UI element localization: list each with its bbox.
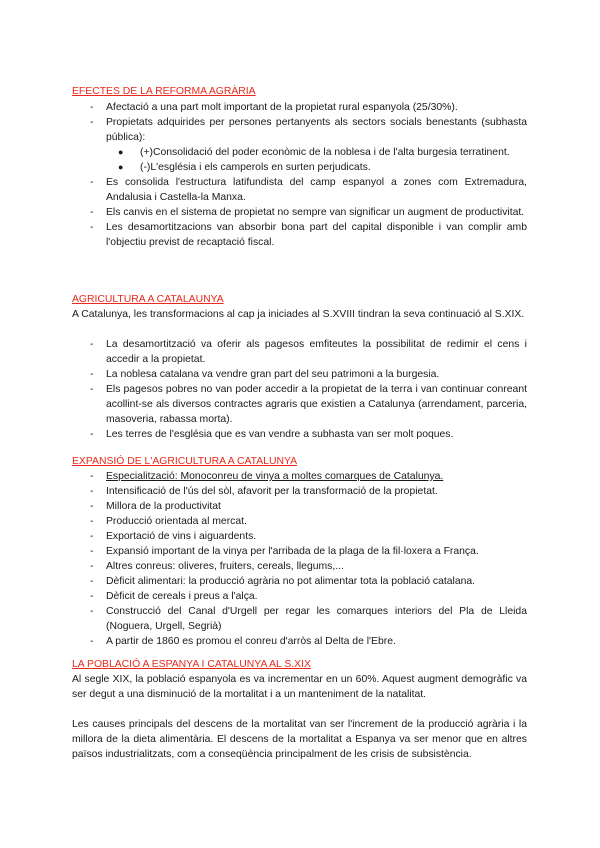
list-item: [72, 367, 527, 382]
dash-marker: -: [90, 429, 94, 440]
dash-marker: -: [90, 561, 94, 572]
list-item-text: Les desamortitzacions van absorbir bona part del capital disponible i van complir amb l'objectiu previst de recaptació fiscal.: [106, 222, 527, 248]
dash-marker: -: [90, 102, 94, 113]
list-item-text: Especialització: Monoconreu de vinya a moltes comarques de Catalunya.: [106, 471, 444, 482]
list-expansio-agricultura: [72, 469, 527, 649]
list-item: [72, 559, 527, 574]
dash-marker: -: [90, 591, 94, 602]
dash-marker: -: [90, 606, 94, 617]
intro-paragraph: A Catalunya, les transformacions al cap ja iniciades al S.XVIII tindran la seva continuació al S.XIX.: [72, 309, 525, 320]
bullet-icon: ●: [118, 147, 124, 157]
sub-list-item-text: (+)Consolidació del poder econòmic de la noblesa i de l'alta burgesia terratinent.: [140, 147, 510, 158]
dash-marker: -: [90, 339, 94, 350]
list-item: [72, 427, 527, 442]
dash-marker: -: [90, 516, 94, 527]
list-item: [72, 175, 527, 205]
dash-marker: -: [90, 576, 94, 587]
list-item: [72, 115, 527, 175]
list-item-text: Dèficit de cereals i preus a l'alça.: [106, 591, 258, 602]
list-item: [72, 382, 527, 427]
list-item: [72, 514, 527, 529]
list-item: [72, 529, 527, 544]
heading-reforma-agraria: EFECTES DE LA REFORMA AGRÀRIA: [72, 86, 256, 97]
list-item-text: Els canvis en el sistema de propietat no sempre van significar un augment de productivitat.: [106, 207, 525, 218]
bullet-icon: ●: [118, 162, 124, 172]
dash-marker: -: [90, 531, 94, 542]
list-item: [72, 604, 527, 634]
dash-marker: -: [90, 117, 94, 128]
list-item: [72, 589, 527, 604]
list-item-text: Afectació a una part molt important de la propietat rural espanyola (25/30%).: [106, 102, 458, 113]
list-agricultura-catalunya: [72, 337, 527, 442]
dash-marker: -: [90, 636, 94, 647]
list-item-text: A partir de 1860 es promou el conreu d'arròs al Delta de l'Ebre.: [106, 636, 396, 647]
list-item-text: Propietats adquirides per persones pertanyents als sectors socials benestants (subhasta pública):: [106, 117, 527, 143]
dash-marker: -: [90, 207, 94, 218]
sublist-effects: [106, 145, 527, 175]
heading-agricultura-catalunya: AGRICULTURA A CATALAUNYA: [72, 294, 224, 305]
dash-marker: -: [90, 546, 94, 557]
dash-marker: -: [90, 222, 94, 233]
list-item: [72, 205, 527, 220]
heading-expansio-agricultura: EXPANSIÓ DE L'AGRICULTURA A CATALUNYA: [72, 456, 298, 467]
list-item-text: Producció orientada al mercat.: [106, 516, 247, 527]
sub-list-item: [106, 160, 527, 175]
sub-list-item: [106, 145, 527, 160]
population-paragraph-1: Al segle XIX, la població espanyola es va incrementar en un 60%. Aquest augment demogràfic va ser degut a una disminució de la mortalitat i a un manteniment de la natalitat.: [72, 674, 527, 700]
population-paragraph-2: Les causes principals del descens de la mortalitat van ser l'increment de la producció agrària i la millora de la dieta alimentària. El descens de la mortalitat a Espanya va ser menor que en altres països industrialitzats, com a conseqüència principalment de les crisis de subsistència.: [72, 719, 527, 760]
dash-marker: -: [90, 471, 94, 482]
list-item: [72, 574, 527, 589]
list-item: [72, 337, 527, 367]
list-item: [72, 484, 527, 499]
sub-list-item-text: (-)L'església i els camperols en surten perjudicats.: [140, 162, 371, 173]
list-item-text: Les terres de l'església que es van vendre a subhasta van ser molt poques.: [106, 429, 454, 440]
list-item: [72, 499, 527, 514]
list-item-text: Millora de la productivitat: [106, 501, 221, 512]
heading-poblacio: LA POBLACIÓ A ESPANYA I CATALUNYA AL S.XIX: [72, 659, 311, 670]
dash-marker: -: [90, 369, 94, 380]
dash-marker: -: [90, 384, 94, 395]
list-item: [72, 220, 527, 250]
dash-marker: -: [90, 177, 94, 188]
list-item-text: Dèficit alimentari: la producció agrària no pot alimentar tota la població catalana.: [106, 576, 476, 587]
dash-marker: -: [90, 486, 94, 497]
list-item: [72, 469, 527, 484]
dash-marker: -: [90, 501, 94, 512]
list-item-text: Expansió important de la vinya per l'arribada de la plaga de la fil·loxera a França.: [106, 546, 479, 557]
list-item-text: Es consolida l'estructura latifundista del camp espanyol a zones com Extremadura, Andalusia i Castella-la Manxa.: [106, 177, 527, 203]
list-item-text: Construcció del Canal d'Urgell per regar les comarques interiors del Pla de Lleida (Noguera, Urgell, Segrià): [106, 606, 527, 632]
list-item-text: La desamortització va oferir als pagesos emfiteutes la possibilitat de redimir el cens i accedir a la propietat.: [106, 339, 527, 365]
list-item-text: La noblesa catalana va vendre gran part del seu patrimoni a la burgesia.: [106, 369, 440, 380]
list-item: [72, 100, 527, 115]
list-item: [72, 544, 527, 559]
list-item-text: Els pagesos pobres no van poder accedir a la propietat de la terra i van continuar conreant acollint-se als diversos contractes agraris que existien a Catalunya (arrendament, parceria, masoveria, rabassa morta).: [106, 384, 527, 425]
list-item-text: Exportació de vins i aiguardents.: [106, 531, 257, 542]
list-reforma-agraria: [72, 100, 527, 250]
list-item-text: Intensificació de l'ús del sòl, afavorit per la transformació de la propietat.: [106, 486, 438, 497]
list-item: [72, 634, 527, 649]
list-item-text: Altres conreus: oliveres, fruiters, cereals, llegums,...: [106, 561, 344, 572]
